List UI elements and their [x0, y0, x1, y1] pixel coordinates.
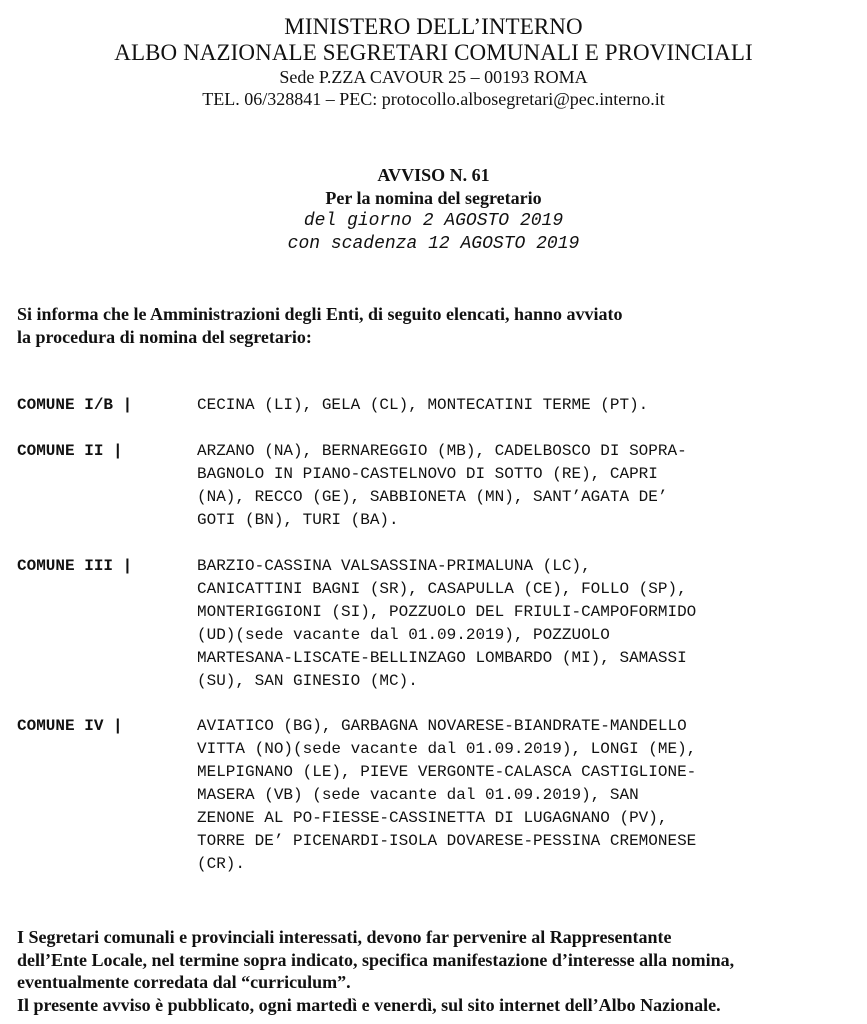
closing-line: eventualmente corredata dal “curriculum”. [17, 972, 351, 992]
notice-subject: Per la nomina del segretario [325, 188, 542, 208]
closing-line: dell’Ente Locale, nel termine sopra indicato, specifica manifestazione d’interesse alla nomina, [17, 949, 735, 970]
contact-info: TEL. 06/328841 – PEC: protocollo.albosegretari@pec.interno.it [202, 89, 665, 109]
comune-list-line: (NA), RECCO (GE), SABBIONETA (MN), SANT’AGATA DE’ [197, 488, 668, 506]
intro-line: la procedura di nomina del segretario: [17, 327, 312, 347]
letterhead [0, 14, 867, 110]
intro-paragraph [17, 303, 857, 349]
comune-list-line: GOTI (BN), TURI (BA). [197, 511, 399, 529]
comune-class-label: COMUNE I/B | [17, 396, 133, 414]
comune-list-line: AVIATICO (BG), GARBAGNA NOVARESE-BIANDRATE-MANDELLO [197, 717, 687, 735]
comune-list-line: TORRE DE’ PICENARDI-ISOLA DOVARESE-PESSINA CREMONESE [197, 832, 697, 850]
comune-list [197, 394, 837, 417]
comune-list-line: BARZIO-CASSINA VALSASSINA-PRIMALUNA (LC), [197, 557, 591, 575]
ministry-name: MINISTERO DELL’INTERNO [284, 14, 583, 39]
notice-number: AVVISO N. 61 [377, 165, 490, 185]
comune-list-line: MONTERIGGIONI (SI), POZZUOLO DEL FRIULI-CAMPOFORMIDO [197, 603, 697, 621]
comune-list [197, 555, 837, 693]
office-address: Sede P.ZZA CAVOUR 25 – 00193 ROMA [279, 67, 588, 87]
comune-list-line: MARTESANA-LISCATE-BELLINZAGO LOMBARDO (MI), SAMASSI [197, 649, 687, 667]
comune-list-line: BAGNOLO IN PIANO-CASTELNOVO DI SOTTO (RE), CAPRI [197, 465, 658, 483]
comune-list [197, 715, 837, 876]
closing-line: I Segretari comunali e provinciali interessati, devono far pervenire al Rappresentante [17, 927, 672, 947]
comune-list-line: CECINA (LI), GELA (CL), MONTECATINI TERME (PT). [197, 396, 649, 414]
comune-list-line: (UD)(sede vacante dal 01.09.2019), POZZUOLO [197, 626, 610, 644]
comune-class-label: COMUNE III | [17, 557, 133, 575]
comune-list-line: MELPIGNANO (LE), PIEVE VERGONTE-CALASCA CASTIGLIONE- [197, 763, 697, 781]
notice-heading [0, 164, 867, 256]
comune-list-line: ZENONE AL PO-FIESSE-CASSINETTA DI LUGAGNANO (PV), [197, 809, 668, 827]
registry-name: ALBO NAZIONALE SEGRETARI COMUNALI E PROVINCIALI [114, 40, 753, 65]
comune-list-line: (SU), SAN GINESIO (MC). [197, 672, 418, 690]
intro-line: Si informa che le Amministrazioni degli Enti, di seguito elencati, hanno avviato [17, 304, 623, 324]
comune-list-line: MASERA (VB) (sede vacante dal 01.09.2019), SAN [197, 786, 639, 804]
comune-class-label: COMUNE II | [17, 442, 123, 460]
comune-class-label: COMUNE IV | [17, 717, 123, 735]
comune-list-line: ARZANO (NA), BERNAREGGIO (MB), CADELBOSCO DI SOPRA- [197, 442, 687, 460]
comune-list [197, 440, 837, 532]
comune-list-line: CANICATTINI BAGNI (SR), CASAPULLA (CE), FOLLO (SP), [197, 580, 687, 598]
closing-line: Il presente avviso è pubblicato, ogni martedì e venerdì, sul sito internet dell’Albo Nazionale. [17, 994, 721, 1015]
comune-list-line: (CR). [197, 855, 246, 873]
closing-paragraph [17, 926, 862, 1016]
comune-list-line: VITTA (NO)(sede vacante dal 01.09.2019), LONGI (ME), [197, 740, 697, 758]
notice-date: del giorno 2 AGOSTO 2019 [303, 211, 564, 231]
notice-deadline: con scadenza 12 AGOSTO 2019 [287, 234, 580, 254]
